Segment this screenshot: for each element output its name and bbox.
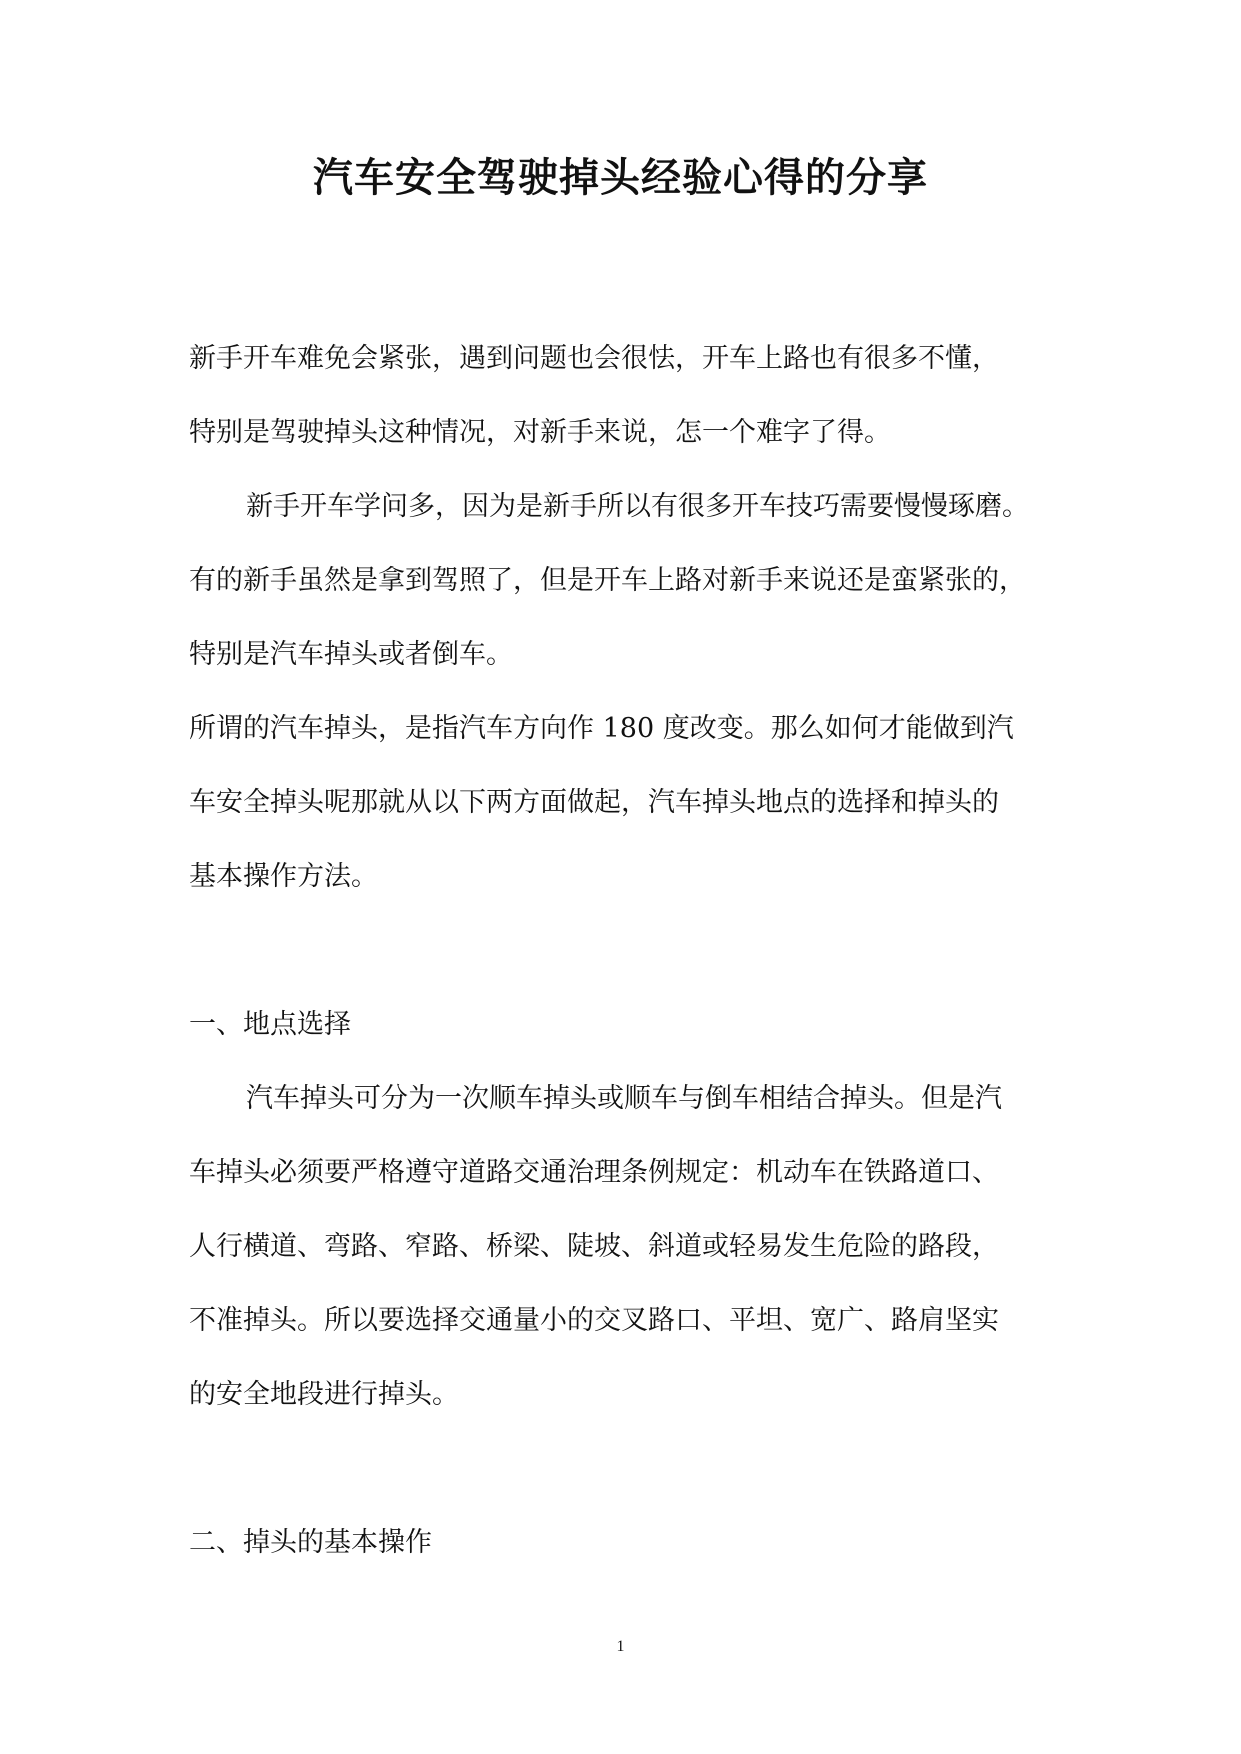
section-line: 汽车掉头可分为一次顺车掉头或顺车与倒车相结合掉头。但是汽 <box>246 1083 1002 1114</box>
paragraph-line: 基本操作方法。 <box>189 861 378 892</box>
paragraph-line: 特别是驾驶掉头这种情况，对新手来说，怎一个难字了得。 <box>189 417 891 448</box>
paragraph-line: 特别是汽车掉头或者倒车。 <box>189 639 513 670</box>
paragraph-line: 新手开车学问多，因为是新手所以有很多开车技巧需要慢慢琢磨。 <box>246 491 1029 522</box>
blank-line <box>189 914 1069 988</box>
section-line: 人行横道、弯路、窄路、桥梁、陡坡、斜道或轻易发生危险的路段， <box>189 1231 999 1262</box>
section-heading: 一、地点选择 <box>189 1009 351 1040</box>
section-line: 的安全地段进行掉头。 <box>189 1379 459 1410</box>
document-title: 汽车安全驾驶掉头经验心得的分享 <box>313 155 928 201</box>
page-number: 1 <box>616 1638 625 1655</box>
section-heading: 二、掉头的基本操作 <box>189 1527 432 1558</box>
section-line: 车掉头必须要严格遵守道路交通治理条例规定：机动车在铁路道口、 <box>189 1157 999 1188</box>
paragraph-line: 车安全掉头呢那就从以下两方面做起，汽车掉头地点的选择和掉头的 <box>189 787 999 818</box>
paragraph-line: 新手开车难免会紧张，遇到问题也会很怯，开车上路也有很多不懂， <box>189 343 999 374</box>
document-body <box>189 322 1069 1580</box>
paragraph-line: 有的新手虽然是拿到驾照了，但是开车上路对新手来说还是蛮紧张的， <box>189 565 1026 596</box>
blank-line <box>189 1432 1069 1506</box>
section-line: 不准掉头。所以要选择交通量小的交叉路口、平坦、宽广、路肩坚实 <box>189 1305 999 1336</box>
paragraph-line: 所谓的汽车掉头，是指汽车方向作 180 度改变。那么如何才能做到汽 <box>189 713 1014 744</box>
